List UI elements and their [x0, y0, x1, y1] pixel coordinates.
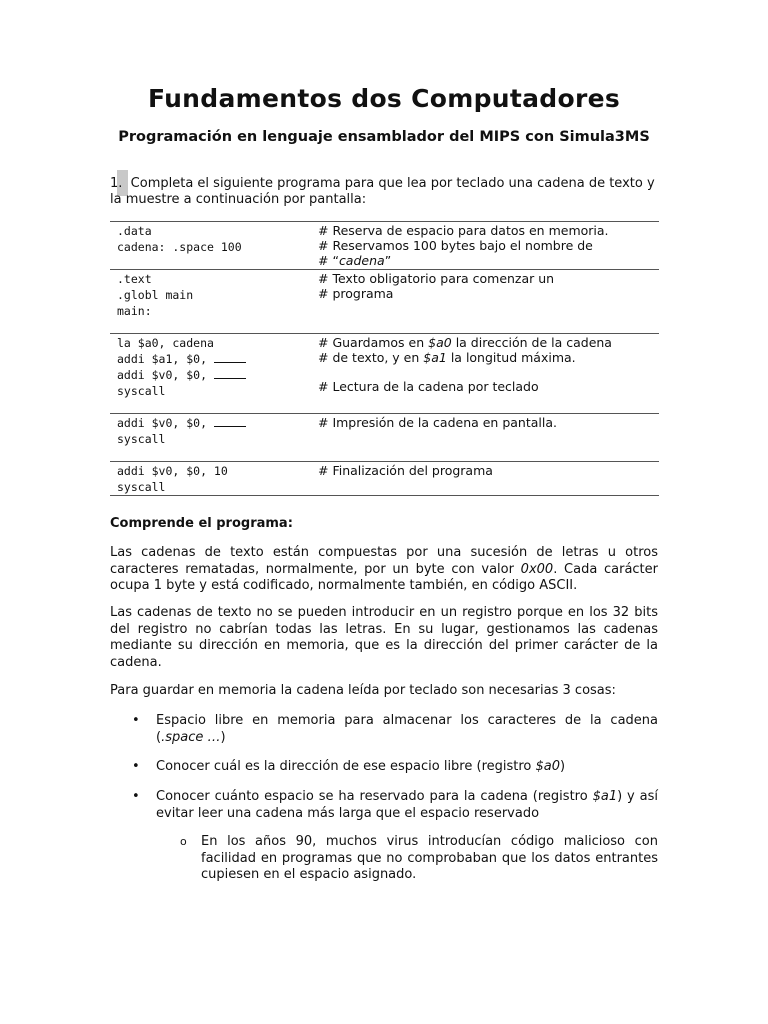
code-cell: [110, 462, 318, 496]
page-title: Fundamentos dos Computadores: [147, 84, 621, 113]
bullet-list: [110, 713, 658, 746]
code-cell: [110, 414, 318, 462]
bullet-icon: •: [132, 789, 140, 804]
comment-line: # Lectura de la cadena por teclado: [318, 379, 539, 394]
page-subtitle: Programación en lenguaje ensamblador del MIPS con Simula3MS: [118, 129, 650, 145]
fill-in-blank: [214, 417, 246, 427]
paragraph: Las cadenas de texto no se pueden introducir en un registro porque en los 32 bits del registro no cabrían todas las letras. En su lugar, gestionamos las cadenas mediante su dirección en memoria, que es la dirección del primer carácter de la cadena.: [110, 605, 658, 670]
comment-line: # Texto obligatorio para comenzar un: [318, 271, 555, 286]
fill-in-blank: [214, 369, 246, 379]
code-row-exit: [110, 462, 659, 496]
comment-line: # de texto, y en $a1 la longitud máxima.: [318, 350, 576, 365]
list-item: • Espacio libre en memoria para almacenar los caracteres de la cadena (.space …): [132, 713, 658, 745]
list-item: o En los años 90, muchos virus introducían código malicioso con facilidad en programas que no comprobaban que los datos entrantes cupiesen en el espacio asignado.: [180, 834, 658, 882]
fill-in-blank: [214, 353, 246, 363]
comment-cell: [318, 462, 659, 496]
code-line: syscall: [117, 480, 166, 494]
bullet-icon: •: [132, 713, 140, 728]
exercise-statement: [110, 176, 662, 208]
comment-cell: [318, 334, 659, 414]
code-cell: [110, 334, 318, 414]
comment-cell: [318, 222, 659, 270]
code-line: syscall: [117, 432, 166, 446]
paragraph: Las cadenas de texto están compuestas por una sucesión de letras u otros caracteres rematadas, normalmente, por un byte con valor 0x00. Cada carácter ocupa 1 byte y está codificado, normalmente también, en código ASCII.: [110, 545, 659, 593]
comment-line: # programa: [318, 286, 394, 301]
bullet-list: [110, 759, 658, 776]
comment-cell: [318, 414, 659, 462]
comment-line: # “cadena”: [318, 253, 392, 268]
comment-line: # Guardamos en $a0 la dirección de la cadena: [318, 335, 612, 350]
sub-bullet-list: [156, 834, 658, 884]
code-line: addi $v0, $0,: [117, 415, 318, 431]
code-line: la $a0, cadena: [117, 336, 214, 350]
bullet-icon: •: [132, 759, 140, 774]
comment-line: # Finalización del programa: [318, 463, 493, 478]
code-line: addi $v0, $0,: [117, 367, 318, 383]
code-line: .globl main: [117, 288, 194, 302]
code-row-text: [110, 270, 659, 334]
code-line: .text: [117, 272, 152, 286]
circle-bullet-icon: o: [180, 835, 187, 848]
list-item: • Conocer cuánto espacio se ha reservado para la cadena (registro $a1) y así evitar leer una cadena más larga que el espacio reservado: [132, 789, 658, 821]
exercise-text: Completa el siguiente programa para que lea por teclado una cadena de texto y la muestre a continuación por pantalla:: [110, 176, 655, 207]
code-cell: [110, 270, 318, 334]
exercise-number: 1.: [110, 176, 123, 191]
code-line: cadena: .space 100: [117, 240, 242, 254]
code-row-read: [110, 334, 659, 414]
code-row-print: [110, 414, 659, 462]
code-cell: [110, 222, 318, 270]
comment-line: # Reserva de espacio para datos en memoria.: [318, 223, 609, 238]
section-heading: Comprende el programa:: [110, 516, 293, 531]
list-item: • Conocer cuál es la dirección de ese espacio libre (registro $a0): [132, 759, 566, 774]
code-row-data: [110, 222, 659, 270]
code-line: addi $a1, $0,: [117, 351, 318, 367]
paragraph: Para guardar en memoria la cadena leída por teclado son necesarias 3 cosas:: [110, 683, 616, 698]
code-table: [110, 221, 659, 496]
code-line: .data: [117, 224, 152, 238]
comment-cell: [318, 270, 659, 334]
comment-line: # Reservamos 100 bytes bajo el nombre de: [318, 238, 593, 253]
code-line: syscall: [117, 384, 166, 398]
code-line: main:: [117, 304, 152, 318]
bullet-list: [110, 789, 658, 822]
code-line: addi $v0, $0, 10: [117, 464, 228, 478]
comment-line: # Impresión de la cadena en pantalla.: [318, 415, 557, 430]
